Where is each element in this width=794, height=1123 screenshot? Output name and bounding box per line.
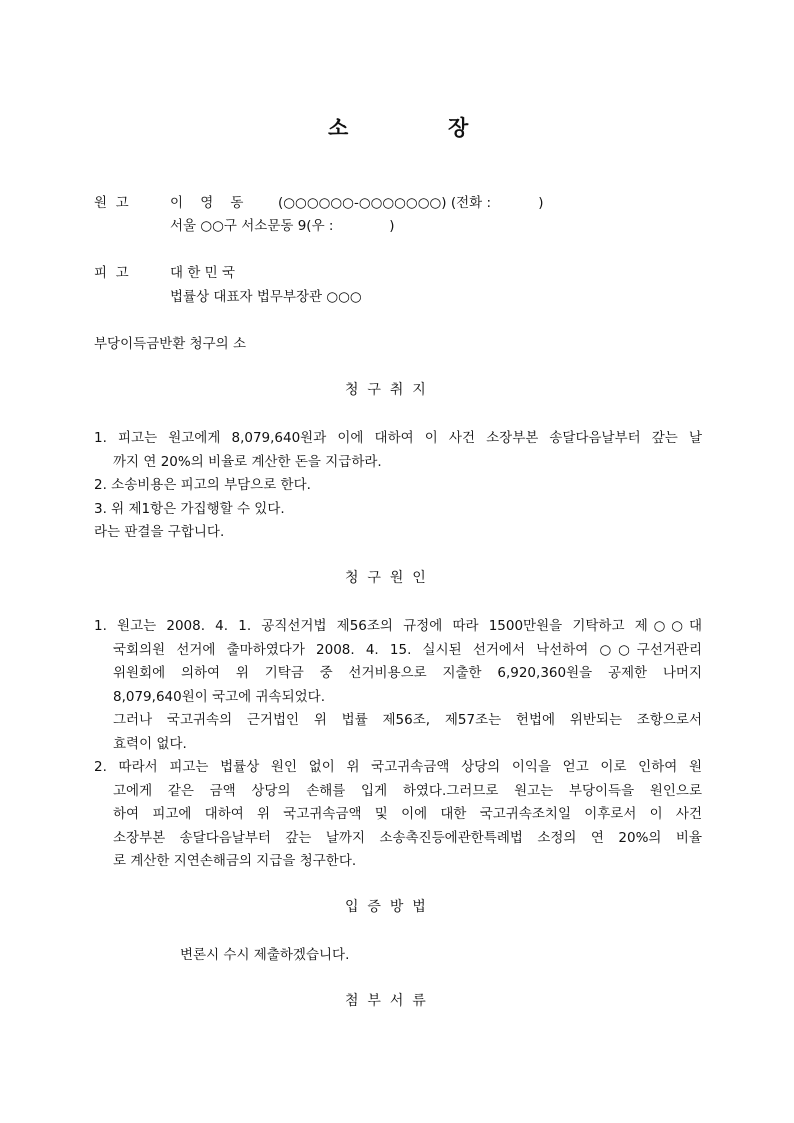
claim-purpose-line: 3. 위 제1항은 가집행할 수 있다. bbox=[94, 501, 285, 517]
claim-purpose-line: 1. 피고는 원고에게 8,079,640원과 이에 대하여 이 사건 소장부본 송달다음날부터 갚는 날 bbox=[94, 430, 702, 446]
title-char-1: 소 bbox=[328, 116, 349, 140]
claim-cause-line: 하여 피고에 대하여 위 국고귀속금액 및 이에 대한 국고귀속조치일 이후로서 이 사건 bbox=[113, 806, 702, 822]
claim-cause-line: 2. 따라서 피고는 법률상 원인 없이 위 국고귀속금액 상당의 이익을 얻고 이로 인하여 원 bbox=[94, 759, 702, 775]
title-char-2: 장 bbox=[448, 116, 469, 140]
plaintiff-label: 원 고 bbox=[94, 195, 129, 211]
defendant-name: 대 한 민 국 bbox=[170, 265, 236, 281]
claim-cause-line: 로 계산한 지연손해금의 지급을 청구한다. bbox=[113, 853, 357, 869]
plaintiff-name: 이 영 동 bbox=[170, 195, 244, 211]
claim-cause-line: 8,079,640원이 국고에 귀속되었다. bbox=[113, 689, 325, 705]
defendant-representative: 법률상 대표자 법무부장관 ○○○ bbox=[170, 289, 362, 305]
defendant-label: 피 고 bbox=[94, 265, 129, 281]
evidence-heading: 입 증 방 법 bbox=[345, 899, 426, 915]
claim-cause-line: 1. 원고는 2008. 4. 1. 공직선거법 제56조의 규정에 따라 1500만원을 기탁하고 제○○대 bbox=[94, 618, 702, 634]
claim-cause-line: 효력이 없다. bbox=[113, 736, 187, 752]
claim-cause-line: 위원회에 의하여 위 기탁금 중 선거비용으로 지출한 6,920,360원을 공제한 나머지 bbox=[113, 665, 702, 681]
evidence-text: 변론시 수시 제출하겠습니다. bbox=[180, 947, 350, 963]
attachments-heading: 첨 부 서 류 bbox=[345, 993, 426, 1009]
plaintiff-address: 서울 ○○구 서소문동 9(우 : ) bbox=[170, 218, 395, 234]
claim-purpose-line: 까지 연 20%의 비율로 계산한 돈을 지급하라. bbox=[113, 454, 382, 470]
case-name: 부당이득금반환 청구의 소 bbox=[94, 336, 247, 352]
claim-purpose-heading: 청 구 취 지 bbox=[345, 382, 426, 398]
claim-cause-line: 국회의원 선거에 출마하였다가 2008. 4. 15. 실시된 선거에서 낙선하여 ○○구선거관리 bbox=[113, 642, 702, 658]
claim-purpose-line: 라는 판결을 구합니다. bbox=[94, 524, 225, 540]
claim-cause-line: 고에게 같은 금액 상당의 손해를 입게 하였다.그러므로 원고는 부당이득을 원인으로 bbox=[113, 783, 702, 799]
plaintiff-id-phone: (○○○○○○-○○○○○○○) (전화 : ) bbox=[278, 195, 544, 211]
claim-purpose-line: 2. 소송비용은 피고의 부담으로 한다. bbox=[94, 477, 311, 493]
claim-cause-heading: 청 구 원 인 bbox=[345, 570, 426, 586]
claim-cause-line: 소장부본 송달다음날부터 갚는 날까지 소송촉진등에관한특례법 소정의 연 20%의 비율 bbox=[113, 830, 702, 846]
claim-cause-line: 그러나 국고귀속의 근거법인 위 법률 제56조, 제57조는 헌법에 위반되는 조항으로서 bbox=[113, 712, 702, 728]
